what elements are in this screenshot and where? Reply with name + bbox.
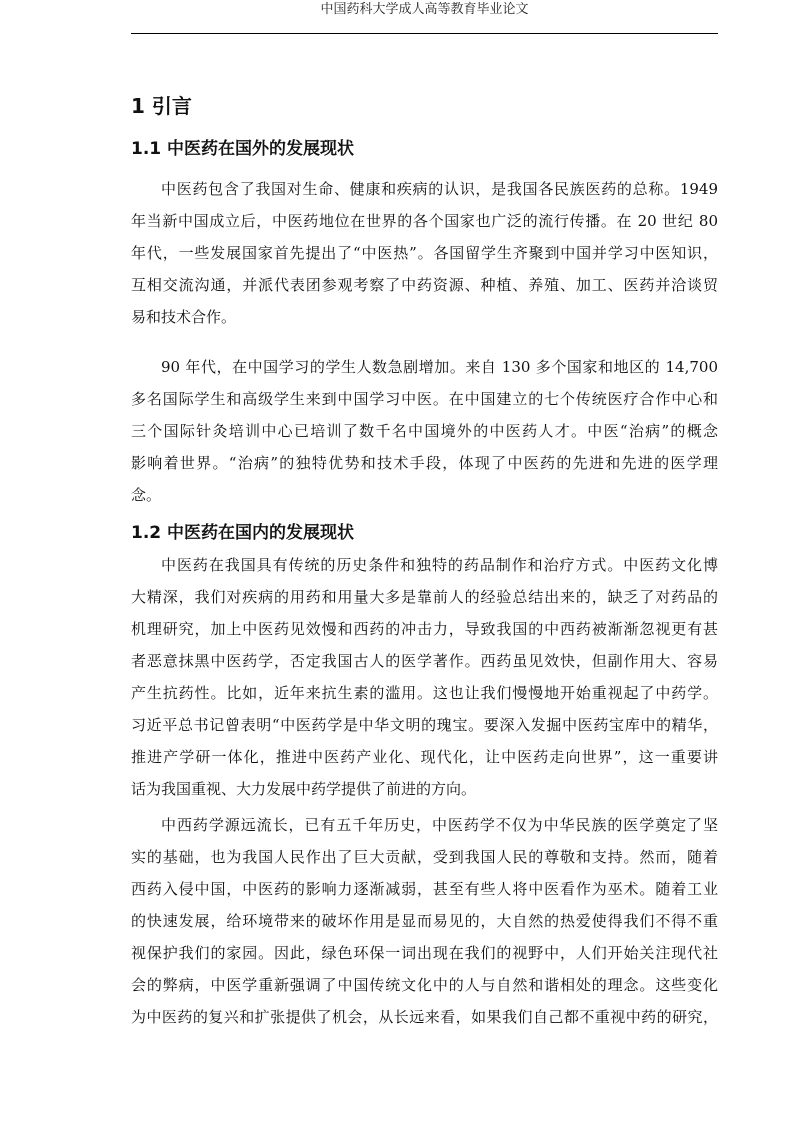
paragraph-domestic-2 bbox=[131, 809, 718, 1033]
text-line: 机理研究，加上中医药见效慢和西药的冲击力，导致我国的中西药被渐渐忽视更有甚 bbox=[131, 620, 718, 638]
subsection-heading-domestic: 1.2 中医药在国内的发展现状 bbox=[131, 523, 355, 543]
text-line: 实的基础，也为我国人民作出了巨大贡献，受到我国人民的尊敬和支持。然而，随着 bbox=[131, 848, 718, 866]
text-line: 习近平总书记曾表明“中医药学是中华文明的瑰宝。要深入发掘中医药宝库中的精华， bbox=[131, 716, 718, 734]
text-line: 中西药学源远流长，已有五千年历史，中医药学不仅为中华民族的医学奠定了坚 bbox=[161, 816, 718, 834]
text-line: 影响着世界。“治病”的独特优势和技术手段，体现了中医药的先进和先进的医学理 bbox=[131, 454, 718, 472]
paragraph-abroad-2 bbox=[131, 351, 718, 511]
text-line: 话为我国重视、大力发展中药学提供了前进的方向。 bbox=[131, 780, 477, 798]
page-header bbox=[131, 0, 718, 34]
text-line: 年当新中国成立后，中医药地位在世界的各个国家也广泛的流行传播。在 20 世纪 80 bbox=[131, 212, 718, 230]
subsection-heading-abroad: 1.1 中医药在国外的发展现状 bbox=[131, 139, 355, 159]
paragraph-abroad-1 bbox=[131, 173, 718, 333]
text-line: 西药入侵中国，中医药的影响力逐渐减弱，甚至有些人将中医看作为巫术。随着工业 bbox=[131, 880, 718, 898]
text-line: 视保护我们的家园。因此，绿色环保一词出现在我们的视野中，人们开始关注现代社 bbox=[131, 944, 718, 962]
text-line: 者恶意抹黑中医药学，否定我国古人的医学著作。西药虽见效快，但副作用大、容易 bbox=[131, 652, 718, 670]
paragraph-domestic-1 bbox=[131, 549, 718, 805]
text-line: 中医药包含了我国对生命、健康和疾病的认识，是我国各民族医药的总称。1949 bbox=[161, 180, 718, 198]
section-heading-introduction: 1 引言 bbox=[131, 94, 192, 118]
text-line: 的快速发展，给环境带来的破坏作用是显而易见的，大自然的热爱使得我们不得不重 bbox=[131, 912, 718, 930]
text-line: 90 年代，在中国学习的学生人数急剧增加。来自 130 多个国家和地区的 14,700 bbox=[161, 358, 718, 376]
page-header-title: 中国药科大学成人高等教育毕业论文 bbox=[320, 2, 529, 17]
text-line: 为中医药的复兴和扩张提供了机会，从长远来看，如果我们自己都不重视中药的研究， bbox=[131, 1008, 718, 1026]
text-line: 大精深，我们对疾病的用药和用量大多是靠前人的经验总结出来的，缺乏了对药品的 bbox=[131, 588, 718, 606]
text-line: 念。 bbox=[131, 486, 162, 504]
text-line: 产生抗药性。比如，近年来抗生素的滥用。这也让我们慢慢地开始重视起了中药学。 bbox=[131, 684, 718, 702]
text-line: 多名国际学生和高级学生来到中国学习中医。在中国建立的七个传统医疗合作中心和 bbox=[131, 390, 718, 408]
text-line: 互相交流沟通，并派代表团参观考察了中药资源、种植、养殖、加工、医药并洽谈贸 bbox=[131, 276, 718, 294]
page-body bbox=[131, 92, 718, 1033]
text-line: 易和技术合作。 bbox=[131, 308, 237, 326]
text-line: 推进产学研一体化，推进中医药产业化、现代化，让中医药走向世界”，这一重要讲 bbox=[131, 748, 718, 766]
text-line: 年代，一些发展国家首先提出了“中医热”。各国留学生齐聚到中国并学习中医知识， bbox=[131, 244, 718, 262]
text-line: 中医药在我国具有传统的历史条件和独特的药品制作和治疗方式。中医药文化博 bbox=[161, 556, 718, 574]
text-line: 三个国际针灸培训中心已培训了数千名中国境外的中医药人才。中医“治病”的概念 bbox=[131, 422, 718, 440]
text-line: 会的弊病，中医学重新强调了中国传统文化中的人与自然和谐相处的理念。这些变化 bbox=[131, 976, 718, 994]
